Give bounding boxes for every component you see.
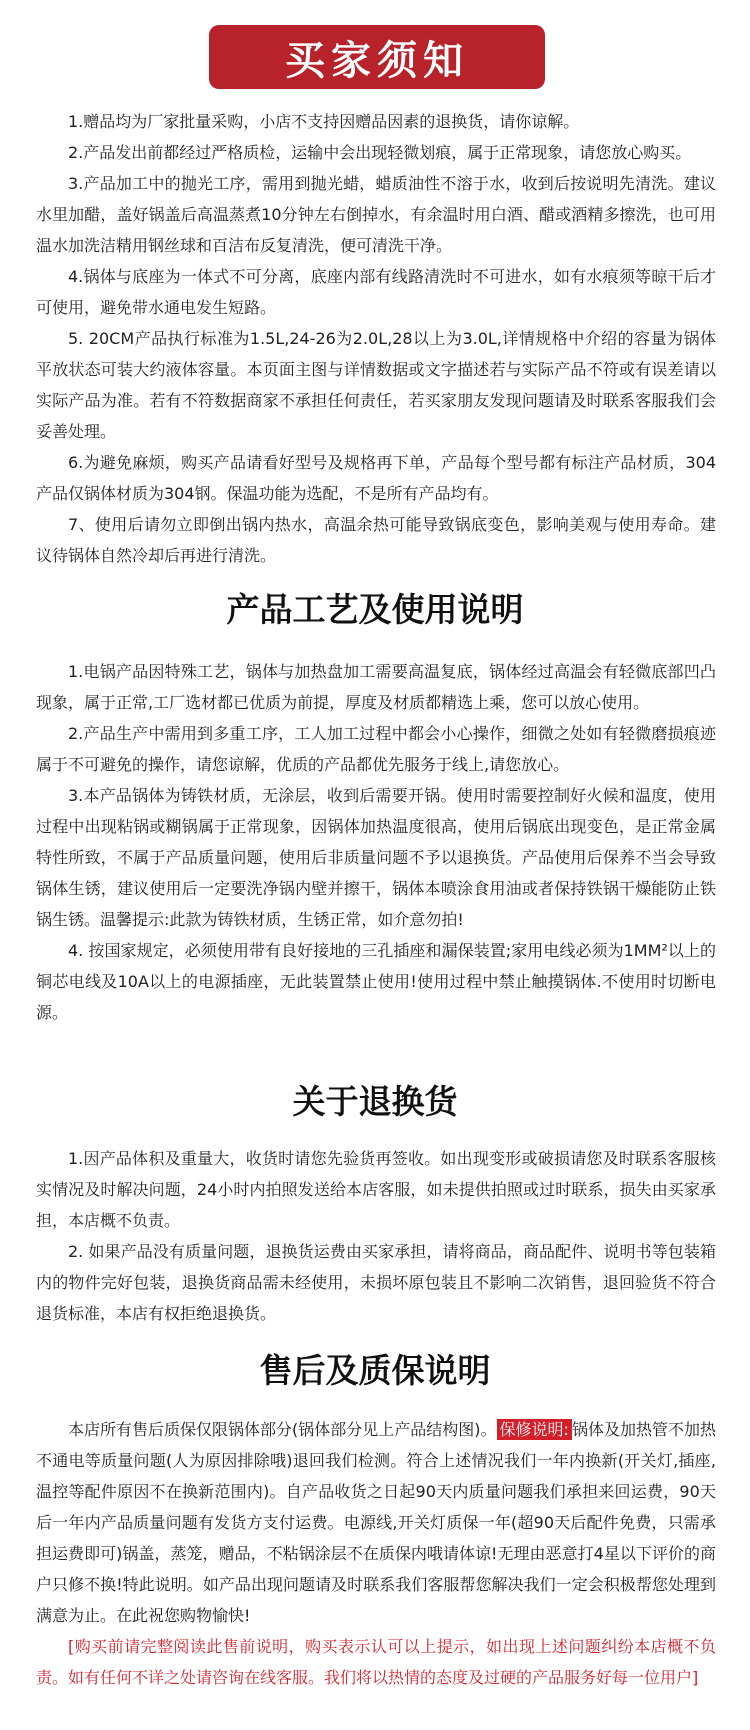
title-banner bbox=[209, 25, 545, 89]
buyer-notice-item-1: 1.赠品均为厂家批量采购，小店不支持因赠品因素的退换货，请你谅解。 bbox=[68, 112, 580, 131]
returns-section bbox=[36, 1143, 716, 1329]
craft-item-3: 3.本产品锅体为铸铁材质，无涂层，收到后需要开锅。使用时需要控制好火候和温度，使用过程中出现粘锅或糊锅属于正常现象，因锅体加热温度很高，使用后锅底出现变色，是正常金属特性所致，不属于产品质量问题，使用后非质量问题不予以退换货。产品使用后保养不当会导致锅体生锈，建议使用后一定要洗净锅内壁并擦干，锅体本喷涂食用油或者保持铁锅干燥能防止铁锅生锈。温馨提示:此款为铸铁材质，生锈正常，如介意勿拍! bbox=[36, 786, 716, 929]
warranty-heading: 售后及质保说明 bbox=[259, 1351, 491, 1390]
craft-item-1: 1.电锅产品因特殊工艺，锅体与加热盘加工需要高温复底，锅体经过高温会有轻微底部凹凸现象，属于正常,工厂选材都已优质为前提，厚度及材质都精选上乘，您可以放心使用。 bbox=[36, 662, 716, 712]
buyer-notice-item-2: 2.产品发出前都经过严格质检，运输中会出现轻微划痕，属于正常现象，请您放心购买。 bbox=[68, 143, 692, 162]
craft-item-2: 2.产品生产中需用到多重工序，工人加工过程中都会小心操作，细微之处如有轻微磨损痕迹属于不可避免的操作，请您谅解，优质的产品都优先服务于线上,请您放心。 bbox=[36, 724, 716, 774]
buyer-notice-item-3: 3.产品加工中的抛光工序，需用到抛光蜡，蜡质油性不溶于水，收到后按说明先清洗。建议水里加醋，盖好锅盖后高温蒸煮10分钟左右倒掉水，有余温时用白酒、醋或酒精多擦洗，也可用温水加洗洁精用钢丝球和百洁布反复清洗，便可清洗干净。 bbox=[36, 174, 716, 255]
craft-section bbox=[36, 656, 716, 1028]
warranty-lead: 本店所有售后质保仅限锅体部分(锅体部分见上产品结构图)。 bbox=[68, 1420, 497, 1439]
buyer-notice-item-5: 5. 20CM产品执行标准为1.5L,24-26为2.0L,28以上为3.0L,详情规格中介绍的容量为锅体平放状态可装大约液体容量。本页面主图与详情数据或文字描述若与实际产品不符或有误差请以实际产品为准。若有不符数据商家不承担任何责任，若买家朋友发现问题请及时联系客服我们会妥善处理。 bbox=[36, 329, 716, 441]
warranty-tag: 保修说明: bbox=[497, 1419, 572, 1440]
buyer-notice-section bbox=[36, 106, 716, 571]
buyer-notice-item-7: 7、使用后请勿立即倒出锅内热水，高温余热可能导致锅底变色，影响美观与使用寿命。建议待锅体自然冷却后再进行清洗。 bbox=[36, 515, 716, 565]
buyer-notice-item-6: 6.为避免麻烦，购买产品请看好型号及规格再下单，产品每个型号都有标注产品材质，304产品仅锅体材质为304钢。保温功能为选配，不是所有产品均有。 bbox=[36, 453, 716, 503]
page-title: 买家须知 bbox=[285, 37, 469, 84]
craft-heading: 产品工艺及使用说明 bbox=[226, 590, 524, 629]
warranty-paragraph bbox=[36, 1414, 716, 1631]
warranty-note: [购买前请完整阅读此售前说明，购买表示认可以上提示，如出现上述问题纠纷本店概不负责。如有任何不详之处请咨询在线客服。我们将以热情的态度及过硬的产品服务好每一位用户] bbox=[36, 1637, 716, 1687]
warranty-section bbox=[36, 1414, 716, 1693]
returns-item-1: 1.因产品体积及重量大，收货时请您先验货再签收。如出现变形或破损请您及时联系客服核实情况及时解决问题，24小时内拍照发送给本店客服，如未提供拍照或过时联系，损失由买家承担，本店概不负责。 bbox=[36, 1149, 716, 1230]
returns-heading: 关于退换货 bbox=[292, 1082, 458, 1121]
returns-item-2: 2. 如果产品没有质量问题，退换货运费由买家承担，请将商品，商品配件、说明书等包装箱内的物件完好包装，退换货商品需未经使用，未损坏原包装且不影响二次销售，退回验货不符合退货标准，本店有权拒绝退换货。 bbox=[36, 1242, 716, 1323]
warranty-body: 锅体及加热管不加热不通电等质量问题(人为原因排除哦)退回我们检测。符合上述情况我们一年内换新(开关灯,插座,温控等配件原因不在换新范围内)。自产品收货之日起90天内质量问题我们承担来回运费，90天后一年内产品质量问题有发货方支付运费。电源线,开关灯质保一年(超90天后配件免费，只需承担运费即可)锅盖，蒸笼，赠品，不粘锅涂层不在质保内哦请体谅!无理由恶意打4星以下评价的商户只修不换!特此说明。如产品出现问题请及时联系我们客服帮您解决我们一定会积极帮您处理到满意为止。在此祝您购物愉快! bbox=[36, 1420, 716, 1625]
buyer-notice-item-4: 4.锅体与底座为一体式不可分离，底座内部有线路清洗时不可进水，如有水痕须等晾干后才可使用，避免带水通电发生短路。 bbox=[36, 267, 716, 317]
craft-item-4: 4. 按国家规定，必须使用带有良好接地的三孔插座和漏保装置;家用电线必须为1MM²以上的铜芯电线及10A以上的电源插座，无此装置禁止使用!使用过程中禁止触摸锅体.不使用时切断电源。 bbox=[36, 941, 716, 1022]
